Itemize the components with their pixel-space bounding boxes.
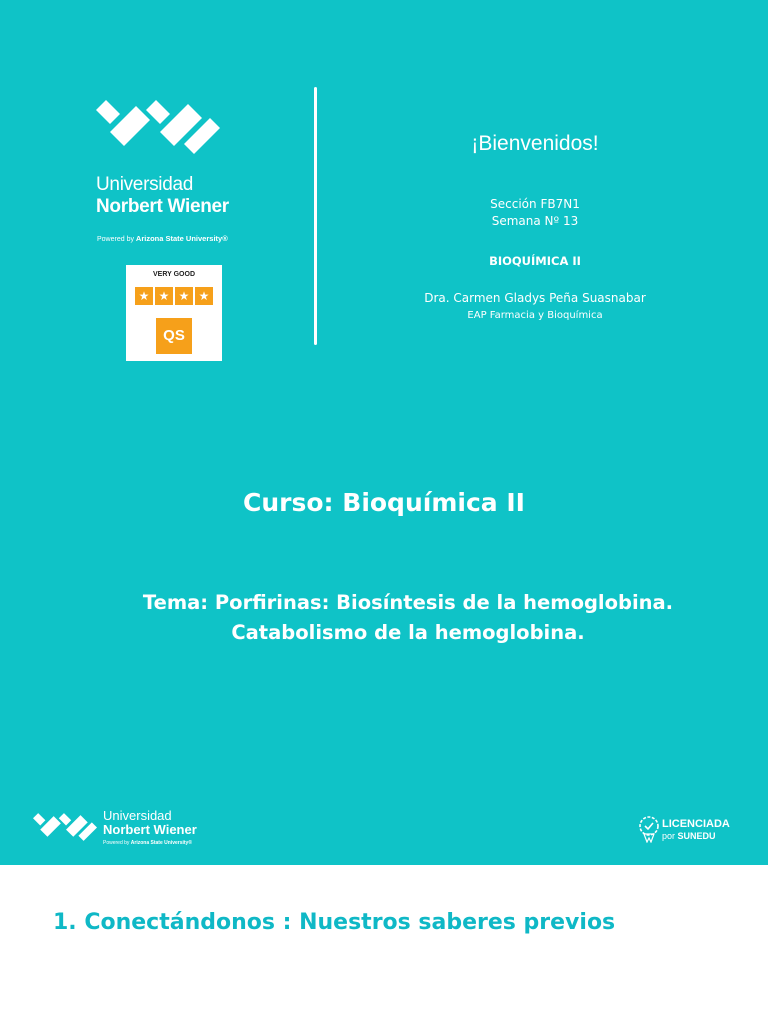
qs-rating-label: VERY GOOD — [152, 271, 195, 278]
footer-university-line1: Universidad — [103, 808, 172, 823]
topic-line2: Catabolismo de la hemoglobina. — [231, 621, 585, 644]
topic-title — [0, 588, 768, 648]
qs-stars — [135, 287, 213, 305]
welcome-title: ¡Bienvenidos! — [471, 132, 599, 155]
footer-university-name — [103, 809, 197, 837]
qs-rating-badge — [126, 265, 222, 361]
sunedu-name: SUNEDU — [677, 831, 716, 841]
qs-star-icon: ★ — [135, 287, 153, 305]
sunedu-licensed-label: LICENCIADA — [662, 818, 730, 830]
sunedu-por: por — [662, 831, 676, 841]
section-info — [400, 196, 670, 230]
sunedu-by-label — [662, 831, 716, 841]
university-name — [96, 174, 229, 218]
university-name-line2: Norbert Wiener — [96, 196, 229, 217]
qs-star-icon: ★ — [175, 287, 193, 305]
course-title: Curso: Bioquímica II — [243, 488, 525, 517]
footer-powered-name: Arizona State University® — [130, 840, 192, 846]
powered-by-name: Arizona State University® — [135, 234, 228, 243]
sunedu-seal-icon — [638, 815, 660, 843]
section-heading: 1. Conectándonos : Nuestros saberes previos — [53, 910, 616, 935]
qs-star-icon: ★ — [155, 287, 173, 305]
course-code: BIOQUÍMICA II — [489, 254, 581, 268]
university-wm-logo-icon — [33, 811, 97, 843]
department-name: EAP Farmacia y Bioquímica — [467, 310, 603, 321]
qs-logo: QS — [156, 318, 192, 354]
powered-by — [97, 234, 228, 243]
university-wm-logo-icon — [96, 96, 220, 158]
professor-name: Dra. Carmen Gladys Peña Suasnabar — [424, 291, 646, 305]
topic-line1: Tema: Porfirinas: Biosíntesis de la hemoglobina. — [142, 591, 674, 614]
qs-star-icon: ★ — [195, 287, 213, 305]
week-number: Semana Nº 13 — [491, 214, 579, 228]
vertical-divider — [314, 87, 317, 345]
university-name-line1: Universidad — [96, 174, 194, 195]
section-code: Sección FB7N1 — [490, 197, 580, 211]
footer-university-line2: Norbert Wiener — [103, 822, 197, 837]
powered-by-prefix: Powered by — [97, 236, 134, 243]
footer-powered-by — [103, 840, 192, 846]
footer-powered-prefix: Powered by — [103, 840, 130, 846]
